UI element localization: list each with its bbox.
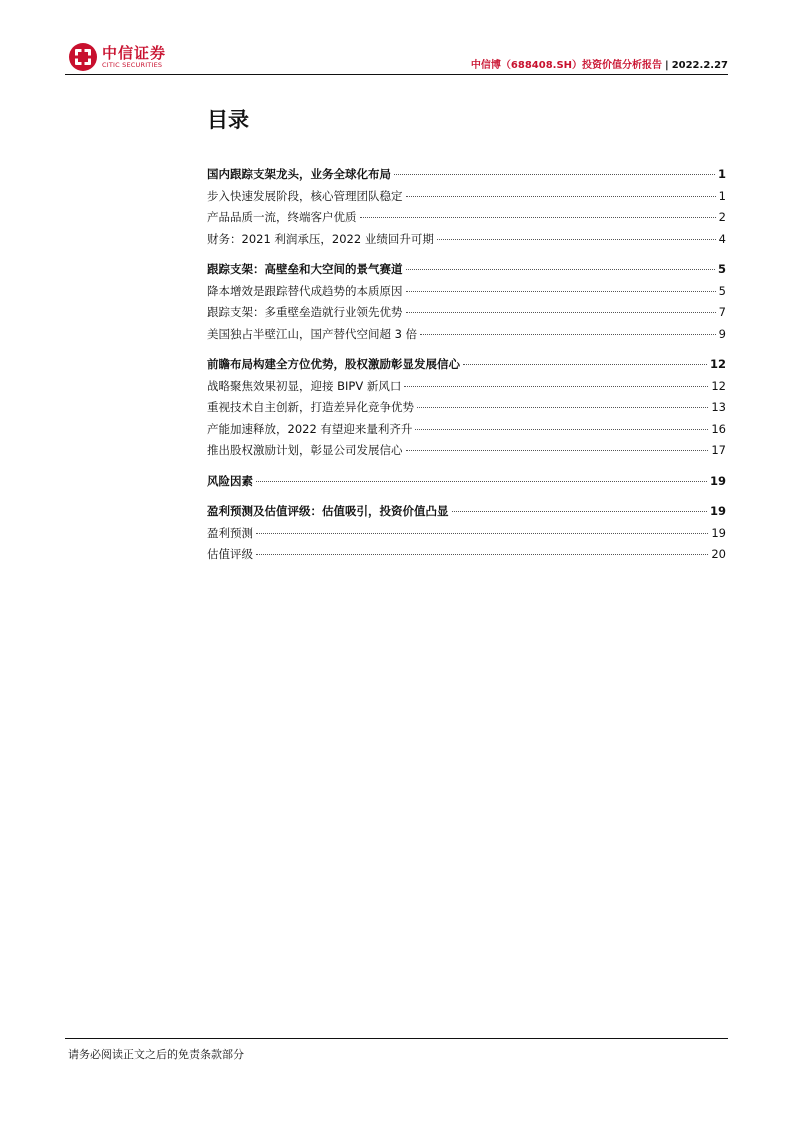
toc-sub-entry[interactable] <box>207 188 726 210</box>
footer-disclaimer: 请务必阅读正文之后的免责条款部分 <box>68 1048 244 1061</box>
toc-title: 目录 <box>207 108 249 132</box>
header-divider <box>65 74 728 75</box>
toc-page-number: 16 <box>711 421 726 436</box>
report-header <box>471 56 728 71</box>
toc-sub-entry[interactable] <box>207 442 726 464</box>
leader-dots <box>360 217 716 218</box>
toc-entry-label: 风险因素 <box>207 473 253 488</box>
footer-divider <box>65 1038 728 1039</box>
toc-sub-entry[interactable] <box>207 283 726 305</box>
toc-section <box>207 356 726 464</box>
toc-page-number: 5 <box>717 262 726 276</box>
toc-sub-entry[interactable] <box>207 546 726 568</box>
toc-entry-label: 国内跟踪支架龙头，业务全球化布局 <box>207 167 391 181</box>
header-separator: | <box>665 60 669 71</box>
toc-main-entry[interactable] <box>207 261 726 283</box>
leader-dots <box>406 196 716 197</box>
toc-page-number: 5 <box>718 283 726 298</box>
toc-entry-label: 财务：2021 利润承压，2022 业绩回升可期 <box>207 231 434 246</box>
toc-entry-label: 盈利预测及估值评级：估值吸引，投资价值凸显 <box>207 504 449 518</box>
toc-page-number: 1 <box>718 188 726 203</box>
toc-sub-entry[interactable] <box>207 304 726 326</box>
leader-dots <box>406 291 716 292</box>
toc-sub-entry[interactable] <box>207 209 726 231</box>
toc-sub-entry[interactable] <box>207 421 726 443</box>
company-logo <box>68 42 166 72</box>
toc-page-number: 20 <box>711 547 726 561</box>
table-of-contents <box>207 166 726 577</box>
toc-page-number: 17 <box>711 443 726 457</box>
toc-entry-label: 步入快速发展阶段，核心管理团队稳定 <box>207 188 403 203</box>
toc-sub-entry[interactable] <box>207 326 726 348</box>
toc-entry-label: 战略聚焦效果初显，迎接 BIPV 新风口 <box>207 378 402 393</box>
toc-entry-label: 重视技术自主创新，打造差异化竞争优势 <box>207 400 414 414</box>
toc-page-number: 9 <box>718 326 726 341</box>
toc-page-number: 12 <box>711 378 726 393</box>
toc-sub-entry[interactable] <box>207 231 726 253</box>
leader-dots <box>420 334 716 335</box>
toc-entry-label: 跟踪支架：高壁垒和大空间的景气赛道 <box>207 262 403 276</box>
leader-dots <box>256 481 707 482</box>
toc-entry-label: 产能加速释放，2022 有望迎来量利齐升 <box>207 421 413 436</box>
leader-dots <box>452 511 707 512</box>
toc-page-number: 19 <box>709 473 726 488</box>
leader-dots <box>404 386 708 387</box>
toc-section <box>207 261 726 347</box>
leader-dots <box>406 269 715 270</box>
toc-entry-label: 估值评级 <box>207 547 253 561</box>
logo-text-en: CITIC SECURITIES <box>102 60 163 69</box>
leader-dots <box>463 364 707 365</box>
leader-dots <box>256 554 708 555</box>
leader-dots <box>415 429 708 430</box>
toc-section <box>207 166 726 252</box>
toc-page-number: 12 <box>709 357 726 371</box>
toc-main-entry[interactable] <box>207 473 726 495</box>
leader-dots <box>256 533 708 534</box>
toc-main-entry[interactable] <box>207 166 726 188</box>
leader-dots <box>437 239 716 240</box>
toc-page-number: 13 <box>711 400 726 414</box>
report-date: 2022.2.27 <box>671 60 728 71</box>
toc-section <box>207 473 726 495</box>
toc-page-number: 2 <box>718 210 726 224</box>
logo-text-cn: 中信证券 <box>102 43 167 62</box>
toc-page-number: 4 <box>718 231 726 246</box>
citic-logo-icon <box>68 42 98 72</box>
toc-entry-label: 推出股权激励计划，彰显公司发展信心 <box>207 443 403 457</box>
toc-sub-entry[interactable] <box>207 399 726 421</box>
toc-entry-label: 盈利预测 <box>207 525 253 540</box>
leader-dots <box>394 174 715 175</box>
toc-main-entry[interactable] <box>207 503 726 525</box>
leader-dots <box>406 450 709 451</box>
toc-section <box>207 503 726 568</box>
toc-page-number: 19 <box>711 525 726 540</box>
toc-entry-label: 跟踪支架：多重壁垒造就行业领先优势 <box>207 305 403 319</box>
leader-dots <box>417 407 708 408</box>
toc-page-number: 19 <box>709 504 726 518</box>
toc-sub-entry[interactable] <box>207 378 726 400</box>
toc-entry-label: 美国独占半壁江山，国产替代空间超 3 倍 <box>207 326 418 341</box>
toc-page-number: 1 <box>717 167 726 181</box>
toc-page-number: 7 <box>718 305 726 319</box>
toc-entry-label: 前瞻布局构建全方位优势，股权激励彰显发展信心 <box>207 357 460 371</box>
leader-dots <box>406 312 716 313</box>
toc-entry-label: 降本增效是跟踪替代成趋势的本质原因 <box>207 283 403 298</box>
toc-entry-label: 产品品质一流，终端客户优质 <box>207 210 357 224</box>
toc-sub-entry[interactable] <box>207 525 726 547</box>
report-title: 中信博（688408.SH）投资价值分析报告 <box>470 60 663 71</box>
toc-main-entry[interactable] <box>207 356 726 378</box>
